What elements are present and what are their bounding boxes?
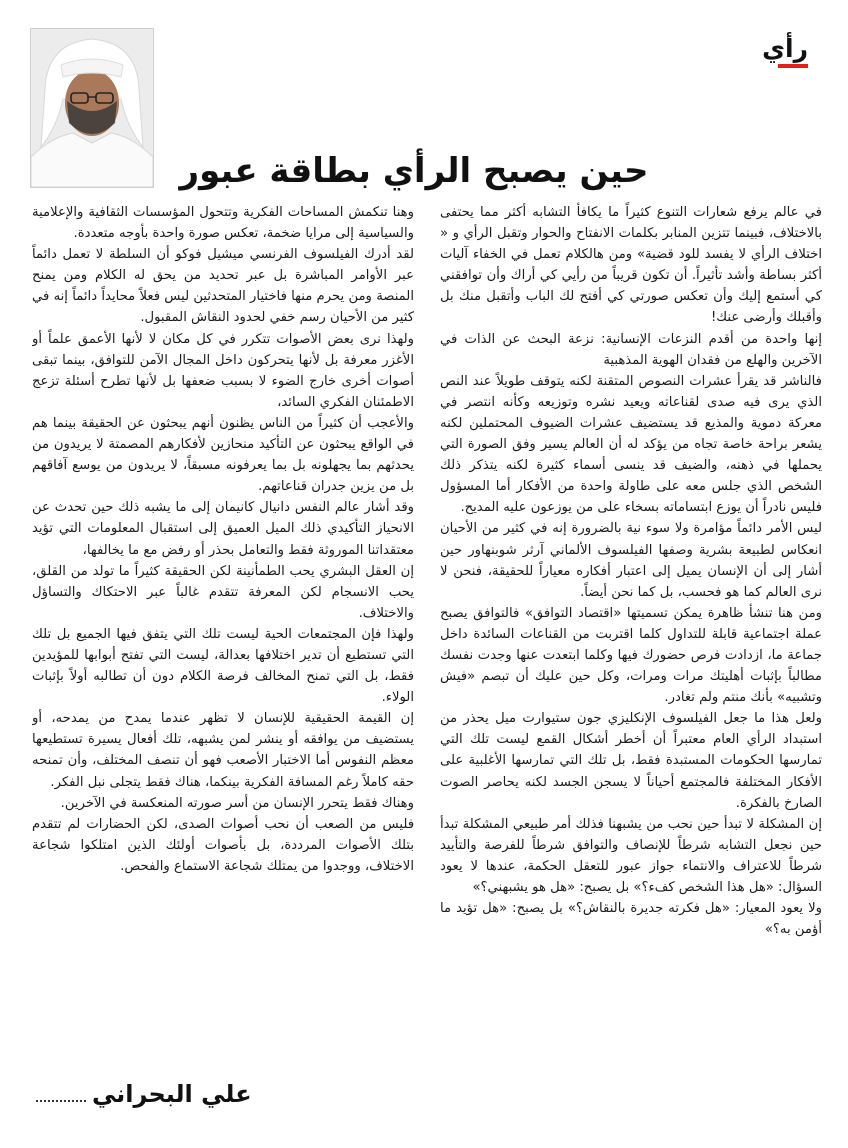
author-name: علي البحراني bbox=[92, 1080, 252, 1108]
section-accent-bar bbox=[778, 64, 808, 68]
paragraph: ولهذا فإن المجتمعات الحية ليست تلك التي يتفق فيها الجميع بل تلك التي تستطيع أن تدير اختلافها بعدالة، ليست التي تفتح أبوابها للمؤيدين فقط، بل التي تمنح المخالف فرصة الكلام دون أن تطالبه أولاً بإثبات الولاء. bbox=[32, 626, 414, 706]
signature-dotted-line bbox=[36, 1100, 86, 1102]
paragraph: وقد أشار عالم النفس دانيال كانيمان إلى ما يشبه ذلك حين تحدث عن الانحياز التأكيدي ذلك الميل العميق إلى استقبال المعلومات التي تؤيد معتقداتنا الموروثة فقط والتعامل بحذر أو رفض مع ما يخالفها، bbox=[32, 500, 414, 558]
paragraph: ليس الأمر دائماً مؤامرة ولا سوء نية بالضرورة إنه في كثير من الأحيان انعكاس لطبيعة بشرية وصفها الفيلسوف الألماني آرثر شوبنهاور حين أشار إلى أن الإنسان يميل إلى اعتبار أفكاره معياراً للحقيقة، فنحن لا نرى العالم كما هو فحسب، بل كما نحن أيضاً. bbox=[440, 521, 822, 600]
article-headline: حين يصبح الرأي بطاقة عبور bbox=[179, 150, 649, 191]
paragraph: إن العقل البشري يحب الطمأنينة لكن الحقيقة كثيراً ما تولد من القلق، يحب الانسجام لكن المعرفة تتقدم غالباً عبر الاحتكاك والتساؤل والاختلاف. bbox=[32, 563, 414, 621]
paragraph: فالناشر قد يقرأ عشرات النصوص المتقنة لكنه يتوقف طويلاً عند النص الذي يرى فيه صدى لقناعاته ويعيد نشره وتوزيعه وكأنه انتصر في معركة دموية والمذيع قد يستضيف عشرات الضيوف المحتملين لكنه يشعر براحة خاصة تجاه من يؤكد له أن العالم يسير وفق الصورة التي يحملها في ذهنه، والضيف قد ينسى أسماء كثيرة لكنه يتذكر ذلك الشخص الذي جلس معه على طاولة واحدة من الأفكار أما المسؤول فليس نادراً أن يوزع ابتساماته بسخاء على من يوزعون عليه المديح. bbox=[440, 373, 822, 516]
paragraph: ولهذا نرى بعض الأصوات تتكرر في كل مكان لا لأنها الأعمق علماً أو الأغزر معرفة بل لأنها يتحركون داخل المجال الآمن للتوافق، بينما تبقى أصوات أخرى خارج الضوء لا بسبب ضعفها بل لأنها تطرح أسئلة تزعج الاطمئنان الفكري السائد، bbox=[32, 331, 414, 410]
paragraph: ولعل هذا ما جعل الفيلسوف الإنكليزي جون ستيوارت ميل يحذر من استبداد الرأي العام معتبراً أن أخطر أشكال القمع ليست تلك التي تمارسها الحكومات المستبدة فقط، بل تلك التي تمارسها الأغلبية على الأفكار المختلفة فالمجتمع أحياناً لا يسجن الجسد لكنه يحاصر الصوت الصارخ بالفكرة. bbox=[440, 711, 822, 811]
paragraph: وهناك فقط يتحرر الإنسان من أسر صورته المنعكسة في الآخرين. bbox=[60, 795, 414, 811]
column-left bbox=[32, 202, 414, 1082]
paragraph: إنها واحدة من أقدم النزعات الإنسانية: نزعة البحث عن الذات في الآخرين والهلع من فقدان الهوية المذهبية bbox=[440, 331, 822, 368]
section-label: رأي bbox=[762, 34, 808, 63]
paragraph: والأعجب أن كثيراً من الناس يظنون أنهم يبحثون عن الحقيقة بينما هم في الواقع يبحثون عن التأكيد منحازين لأفكارهم المصمتة لا يريدون من يحدثهم بما يجهلونه بل بما يعرفونه مسبقاً، لا يريدون من يوسع آفاقهم بل من يزين جدران قناعاتهم. bbox=[32, 415, 414, 495]
paragraph: في عالم يرفع شعارات التنوع كثيراً ما يكافأ التشابه أكثر مما يحتفى بالاختلاف، فبينما تتزين المنابر بكلمات الانفتاح والحوار وتقبل الرأي و « اختلاف الرأي لا يفسد للود قضية» ومن هالكلام تعمل في الخفاء آليات أكثر بساطة وأشد تأثيراً. أن تكون قريباً من رأيي كي أراك وأن توافقني كي أستمع إليك وأن تعكس صورتي كي أفتح لك الباب وأتقبل منك بل وأقبلك وأرضى عنك! bbox=[440, 205, 822, 326]
column-right bbox=[440, 202, 822, 1082]
paragraph: إن القيمة الحقيقية للإنسان لا تظهر عندما يمدح من يمدحه، أو يستضيف من يوافقه أو ينشر لمن يشبهه، تلك أفعال يسيرة تستطيعها معظم النفوس أما الاختبار الأصعب فهو أن تنصف المختلف، وأن تمنحه حقه كاملاً رغم المسافة الفكرية بينكما، هناك فقط يتجلى نبل الفكر. bbox=[32, 711, 414, 790]
author-signature bbox=[36, 1080, 252, 1108]
paragraph: فليس من الصعب أن نحب أصوات الصدى، لكن الحضارات لم تتقدم بتلك الأصوات المرددة، بل بأصوات أولئك الذين امتلكوا شجاعة الاختلاف، ووجدوا من يمتلك شجاعة الاستماع والفحص. bbox=[32, 816, 414, 874]
author-photo bbox=[30, 28, 154, 188]
paragraph: لقد أدرك الفيلسوف الفرنسي ميشيل فوكو أن السلطة لا تعمل دائماً عبر الأوامر المباشرة بل عبر تحديد من يحق له الكلام ومن يمنح المنصة ومن يحرم منها فاختيار المتحدثين ليس فعلاً محايداً دائماً إنه في كثير من الأحيان رسم خفي لحدود النقاش المقبول. bbox=[32, 247, 414, 326]
paragraph: إن المشكلة لا تبدأ حين نحب من يشبهنا فذلك أمر طبيعي المشكلة تبدأ حين نجعل التشابه شرطاً للإنصاف والتوافق شرطاً للفرصة والتأييد شرطاً للاعتراف والانتماء جواز عبور للتعقل الحكمة، عندها لا يعود السؤال: «هل هذا الشخص كفء؟» بل يصبح: «هل هو يشبهني؟» bbox=[440, 816, 822, 895]
paragraph: ومن هنا تنشأ ظاهرة يمكن تسميتها «اقتصاد التوافق» فالتوافق يصبح عملة اجتماعية قابلة للتداول كلما اقتربت من القناعات السائدة داخل جماعة ما، ازدادت فرص حضورك فيها وكلما ابتعدت عنها وجدت نفسك مطالباً بإثبات أهليتك مرات ومرات، وكل حين عليك أن تبصم «فيش وتشبيه» بأنك منتم ولم تغادر. bbox=[440, 605, 822, 706]
article-body bbox=[32, 202, 822, 1082]
author-portrait-illustration bbox=[31, 29, 153, 187]
paragraph: وهنا تنكمش المساحات الفكرية وتتحول المؤسسات الثقافية والإعلامية والسياسية إلى مرايا ضخمة، تعكس صورة واحدة بأوجه متعددة. bbox=[32, 205, 414, 242]
paragraph: ولا يعود المعيار: «هل فكرته جديرة بالنقاش؟» بل يصبح: «هل تؤيد ما أؤمن به؟» bbox=[440, 901, 822, 938]
